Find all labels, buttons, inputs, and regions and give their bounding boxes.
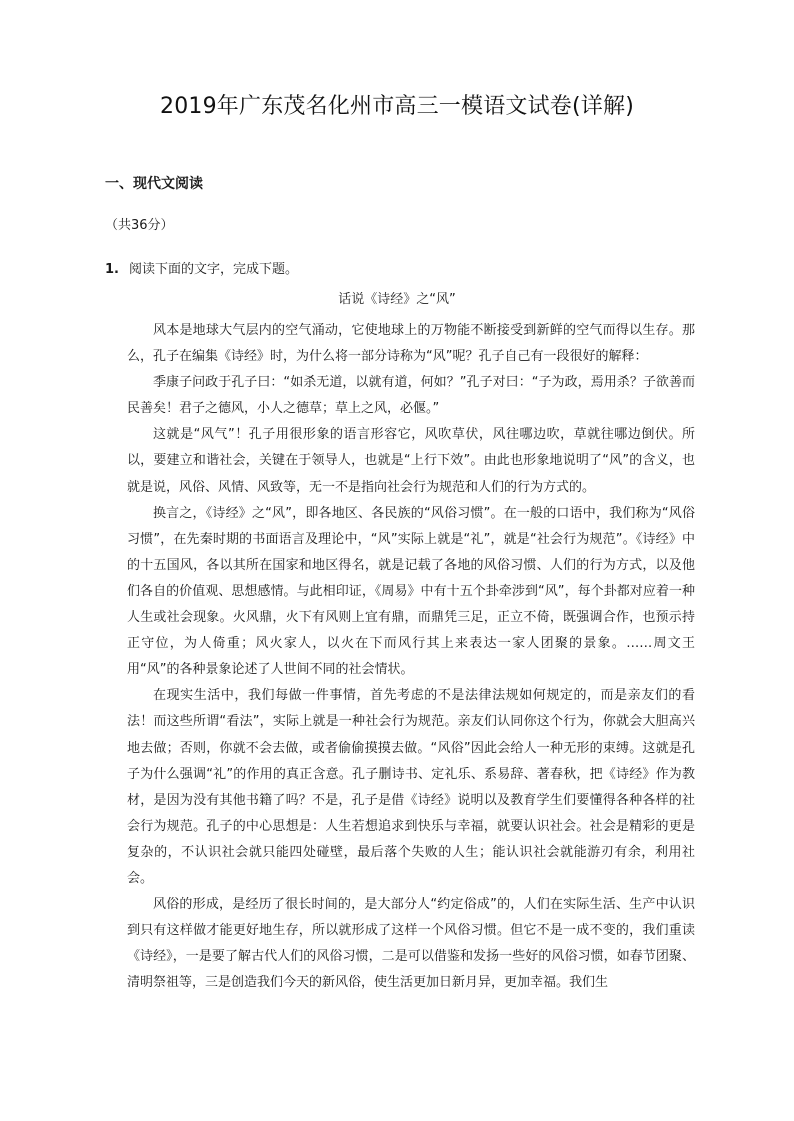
section-heading: 一、现代文阅读	[105, 176, 203, 192]
question-prompt: 阅读下面的文字，完成下题。	[129, 262, 299, 277]
passage-body	[127, 318, 695, 996]
passage-paragraph: 风俗的形成，是经历了很长时间的，是大部分人“约定俗成”的，人们在实际生活、生产中认识到只有这样做才能更好地生存，所以就形成了这样一个风俗习惯。但它不是一成不变的，我们重读《诗经》，一是要了解古代人们的风俗习惯，二是可以借鉴和发扬一些好的风俗习惯，如春节团聚、清明祭祖等，三是创造我们今天的新风俗，使生活更加日新月异，更加幸福。我们生	[127, 897, 695, 991]
passage-paragraph: 在现实生活中，我们每做一件事情，首先考虑的不是法律法规如何规定的，而是亲友们的看法！而这些所谓“看法”，实际上就是一种社会行为规范。亲友们认同你这个行为，你就会大胆高兴地去做；否则，你就不会去做，或者偷偷摸摸去做。“风俗”因此会给人一种无形的束缚。这就是孔子为什么强调“礼”的作用的真正含意。孔子删诗书、定礼乐、系易辞、著春秋，把《诗经》作为教材，是因为没有其他书籍了吗？不是，孔子是借《诗经》说明以及教育学生们要懂得各种各样的社会行为规范。孔子的中心思想是：人生若想追求到快乐与幸福，就要认识社会。社会是精彩的更是复杂的，不认识社会就只能四处碰壁，最后落个失败的人生；能认识社会就能游刃有余，利用社会。	[127, 688, 695, 886]
passage-paragraph: 风本是地球大气层内的空气涌动，它使地球上的万物能不断接受到新鲜的空气而得以生存。那么，孔子在编集《诗经》时，为什么将一部分诗称为“风”呢？孔子自己有一段很好的解释：	[127, 323, 695, 365]
passage-paragraph: 换言之，《诗经》之“风”，即各地区、各民族的“风俗习惯”。在一般的口语中，我们称为“风俗习惯”，在先秦时期的书面语言及理论中，“风”实际上就是“礼”，就是“社会行为规范”。《诗经》中的十五国风，各以其所在国家和地区得名，就是记载了各地的风俗习惯、人们的行为方式，以及他们各自的价值观、思想感情。与此相印证，《周易》中有十五个卦牵涉到“风”，每个卦都对应着一种人生或社会现象。火风鼎，火下有风则上宜有鼎，而鼎凭三足，正立不倚，既强调合作，也预示持正守位，为人倚重；风火家人，以火在下而风行其上来表达一家人团聚的景象。……周文王用“风”的各种景象论述了人世间不同的社会情状。	[127, 505, 695, 678]
question-line	[105, 260, 298, 280]
passage-paragraph: 这就是“风气”！孔子用很形象的语言形容它，风吹草伏，风往哪边吹，草就往哪边倒伏。所以，要建立和谐社会，关键在于领导人，也就是“上行下效”。由此也形象地说明了“风”的含义，也就是说，风俗、风情、风致等，无一不是指向社会行为规范和人们的行为方式的。	[127, 427, 695, 495]
passage-title: 话说《诗经》之“风”	[338, 292, 456, 307]
score-note: （共36分）	[105, 218, 174, 233]
passage-paragraph: 季康子问政于孔子曰：“如杀无道，以就有道，何如？”孔子对曰：“子为政，焉用杀？子欲善而民善矣！君子之德风，小人之德草；草上之风，必偃。”	[127, 375, 695, 417]
question-number: 1.	[105, 262, 119, 277]
document-title: 2019年广东茂名化州市高三一模语文试卷(详解)	[160, 94, 634, 119]
